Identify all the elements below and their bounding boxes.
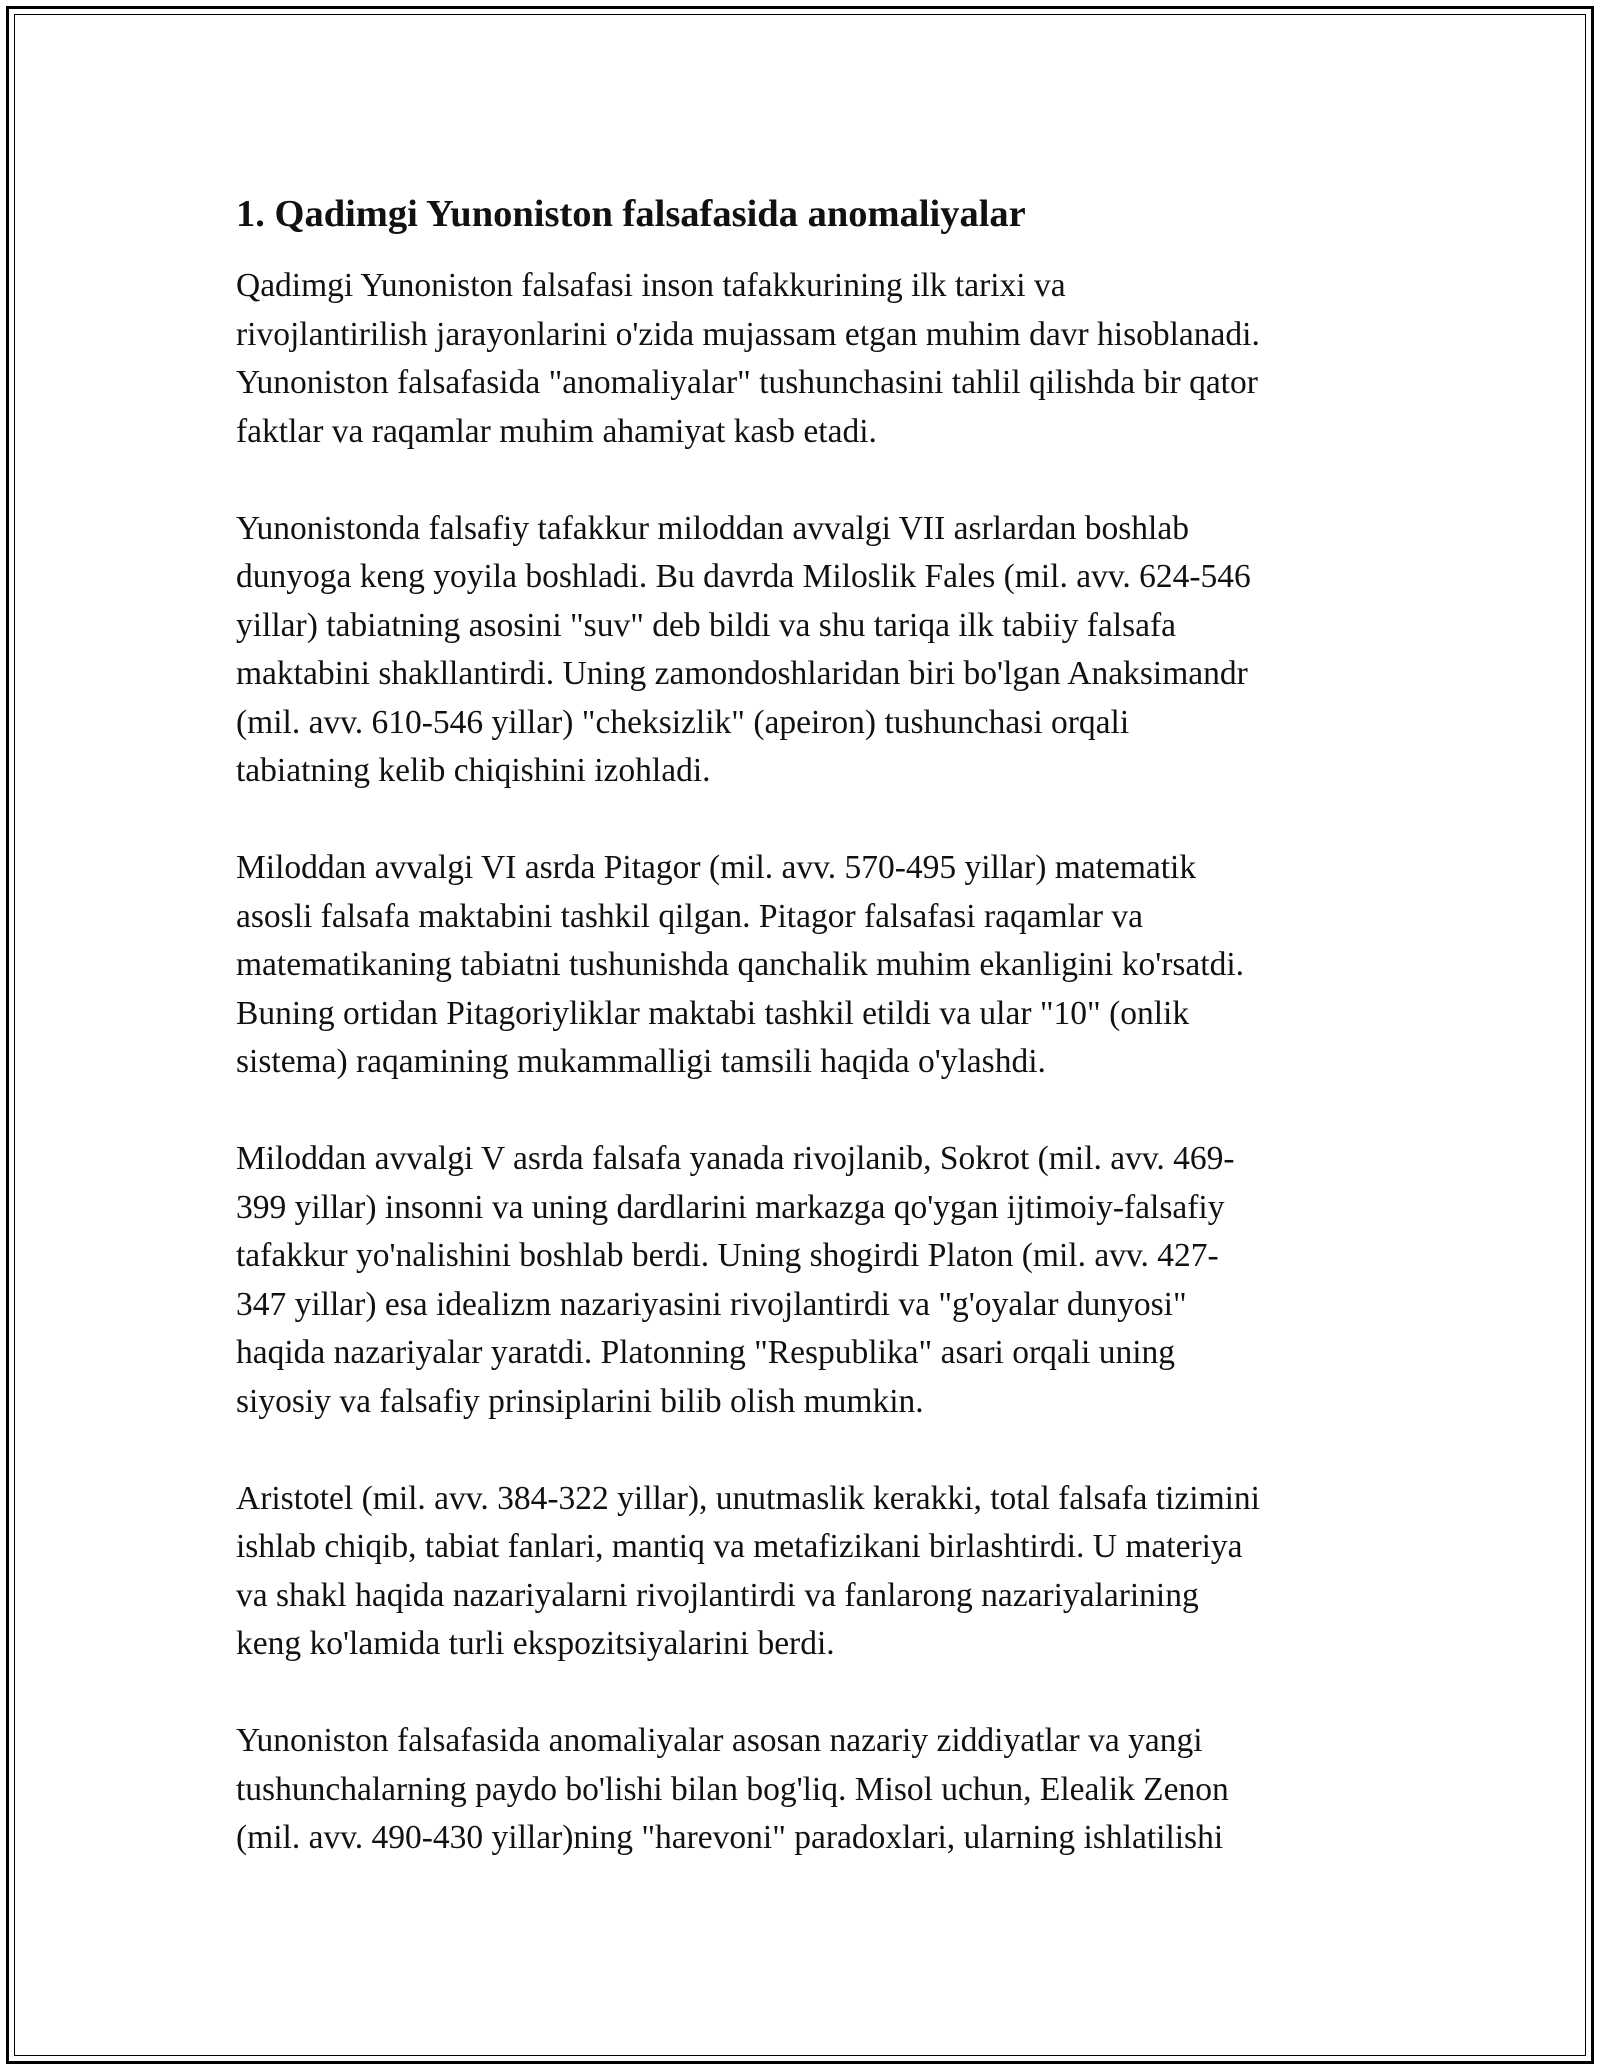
paragraph-sokrot-platon: Miloddan avvalgi V asrda falsafa yanada rivojlanib, Sokrot (mil. avv. 469- 399 yillar) insonni va uning dardlarini markazga qo'ygan ijtimoiy-falsafiy tafakkur yo'nalishini boshlab berdi. Uning shogirdi Platon (mil. avv. 427- 347 yillar) esa idealizm nazariyasini rivojlantirdi va "g'oyalar dunyosi" haqida nazariyalar yaratdi. Platonning "Respublika" asari orqali uning siyosiy va falsafiy prinsiplarini bilib olish mumkin. [236,1140,1235,1420]
paragraph-anomaliyalar: Yunoniston falsafasida anomaliyalar asosan nazariy ziddiyatlar va yangi tushunchalarning paydo bo'lishi bilan bog'liq. Misol uchun, Elealik Zenon (mil. avv. 490-430 yillar)ning "harevoni" paradoxlari, ularning ishlatilishi [236,1722,1229,1856]
section-heading: 1. Qadimgi Yunoniston falsafasida anomaliyalar [236,193,1026,235]
document-body [236,186,1376,1911]
paragraph-fales-anaksimandr: Yunonistonda falsafiy tafakkur miloddan avvalgi VII asrlardan boshlab dunyoga keng yoyila boshladi. Bu davrda Miloslik Fales (mil. avv. 624-546 yillar) tabiatning asosini "suv" deb bildi va shu tariqa ilk tabiiy falsafa maktabini shakllantirdi. Uning zamondoshlaridan biri bo'lgan Anaksimandr (mil. avv. 610-546 yillar) "cheksizlik" (apeiron) tushunchasi orqali tabiatning kelib chiqishini izohladi. [236,509,1251,789]
paragraph-aristotel: Aristotel (mil. avv. 384-322 yillar), unutmaslik kerakki, total falsafa tizimini ishlab chiqib, tabiat fanlari, mantiq va metafizikani birlashtirdi. U materiya va shakl haqida nazariyalarni rivojlantirdi va fanlarong nazariyalarining keng ko'lamida turli ekspozitsiyalarini berdi. [236,1479,1260,1662]
paragraph-pitagor: Miloddan avvalgi VI asrda Pitagor (mil. avv. 570-495 yillar) matematik asosli falsafa maktabini tashkil qilgan. Pitagor falsafasi raqamlar va matematikaning tabiatni tushunishda qanchalik muhim ekanligini ko'rsatdi. Buning ortidan Pitagoriyliklar maktabi tashkil etildi va ular "10" (onlik sistema) raqamining mukammalligi tamsili haqida o'ylashdi. [236,849,1245,1080]
paragraph-intro: Qadimgi Yunoniston falsafasi inson tafakkurining ilk tarixi va rivojlantirilish jarayonlarini o'zida mujassam etgan muhim davr hisoblanadi. Yunoniston falsafasida "anomaliyalar" tushunchasini tahlil qilishda bir qator faktlar va raqamlar muhim ahamiyat kasb etadi. [236,267,1260,450]
